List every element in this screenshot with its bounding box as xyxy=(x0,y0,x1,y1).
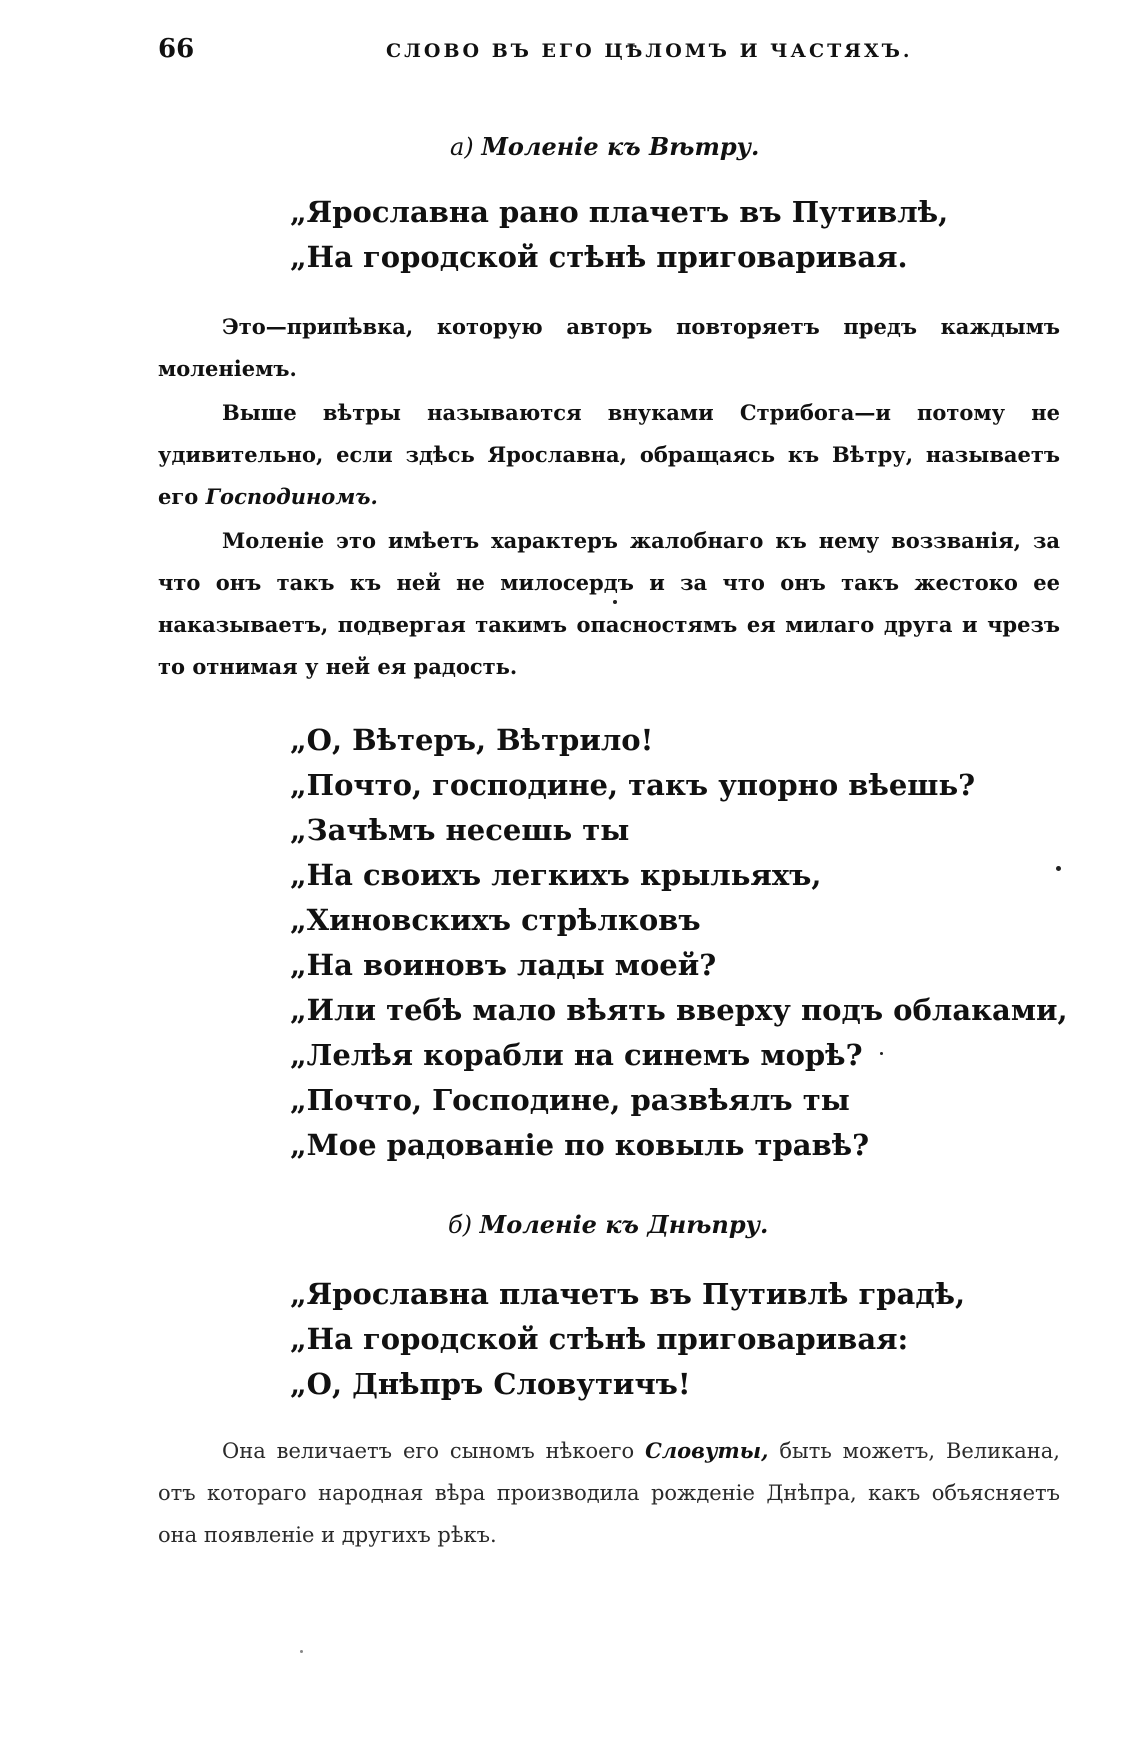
page-header xyxy=(158,34,1058,74)
paragraph xyxy=(158,1430,1060,1556)
verse-line: „Ярославна рано плачетъ въ Путивлѣ, xyxy=(290,195,949,229)
verse-line: „На своихъ легкихъ крыльяхъ, xyxy=(290,858,822,892)
print-speck xyxy=(1056,866,1061,871)
paragraph xyxy=(158,392,1060,518)
print-speck xyxy=(300,1650,303,1653)
verse-line: „Лелѣя корабли на синемъ морѣ? xyxy=(290,1038,863,1072)
print-speck xyxy=(880,1052,883,1055)
paragraph: Моленіе это имѣетъ характеръ жалобнаго къ нему воззванія, за что онъ такъ къ ней не милосердъ и за что онъ такъ жестоко ее наказываетъ, подвергая такимъ опасностямъ ея милаго друга и чрезъ то отнимая у ней ея радость. xyxy=(158,528,1060,679)
page-number: 66 xyxy=(158,34,195,64)
verse-line: „На городской стѣнѣ приговаривая. xyxy=(290,240,908,274)
verse-line: „Мое радованіе по ковыль травѣ? xyxy=(290,1128,870,1162)
verse-line: „Или тебѣ мало вѣять вверху подъ облаками, xyxy=(290,993,1068,1027)
commentary-a xyxy=(158,306,1060,688)
section-a-label: а) xyxy=(450,133,474,161)
verse-line: „Зачѣмъ несешь ты xyxy=(290,813,630,847)
verse-dnieper xyxy=(290,1272,965,1407)
paragraph: Это—припѣвка, которую авторъ повторяетъ предъ каждымъ моленіемъ. xyxy=(158,314,1060,381)
running-head: СЛОВО ВЪ ЕГО ЦѢЛОМЪ И ЧАСТЯХЪ. xyxy=(386,40,913,62)
verse-line: „Почто, господине, такъ упорно вѣешь? xyxy=(290,768,976,802)
verse-line: „На городской стѣнѣ приговаривая: xyxy=(290,1322,909,1356)
verse-line: „Ярославна плачетъ въ Путивлѣ градѣ, xyxy=(290,1277,966,1311)
print-speck xyxy=(613,600,617,604)
section-a-name: Моленіе къ Вѣтру. xyxy=(481,132,760,161)
paragraph-text: Выше вѣтры называются внуками Стрибога—и потому не удивительно, если здѣсь Ярославна, обращаясь къ Вѣтру, называетъ его xyxy=(158,400,1060,509)
paragraph-text: Она величаетъ его сыномъ нѣкоего xyxy=(222,1439,646,1463)
paragraph-text: быть можетъ, Великана, отъ котораго народная вѣра производила рожденіе Днѣпра, какъ объясняетъ она появленіе и другихъ рѣкъ. xyxy=(158,1439,1060,1547)
verse-line: „На воиновъ лады моей? xyxy=(290,948,717,982)
verse-line: „О, Вѣтеръ, Вѣтрило! xyxy=(290,723,654,757)
italic-term: Словуты, xyxy=(645,1438,769,1463)
section-a-title xyxy=(450,132,759,161)
verse-line: „Почто, Господине, развѣялъ ты xyxy=(290,1083,850,1117)
verse-line: „О, Днѣпръ Словутичъ! xyxy=(290,1367,691,1401)
verse-line: „Хиновскихъ стрѣлковъ xyxy=(290,903,701,937)
italic-term: Господиномъ. xyxy=(205,484,378,509)
section-b-title xyxy=(448,1210,768,1239)
section-b-name: Моленіе къ Днѣпру. xyxy=(479,1210,769,1239)
verse-wind xyxy=(290,718,1068,1168)
section-b-label: б) xyxy=(448,1211,473,1239)
commentary-b xyxy=(158,1430,1060,1556)
refrain-a xyxy=(290,190,948,280)
